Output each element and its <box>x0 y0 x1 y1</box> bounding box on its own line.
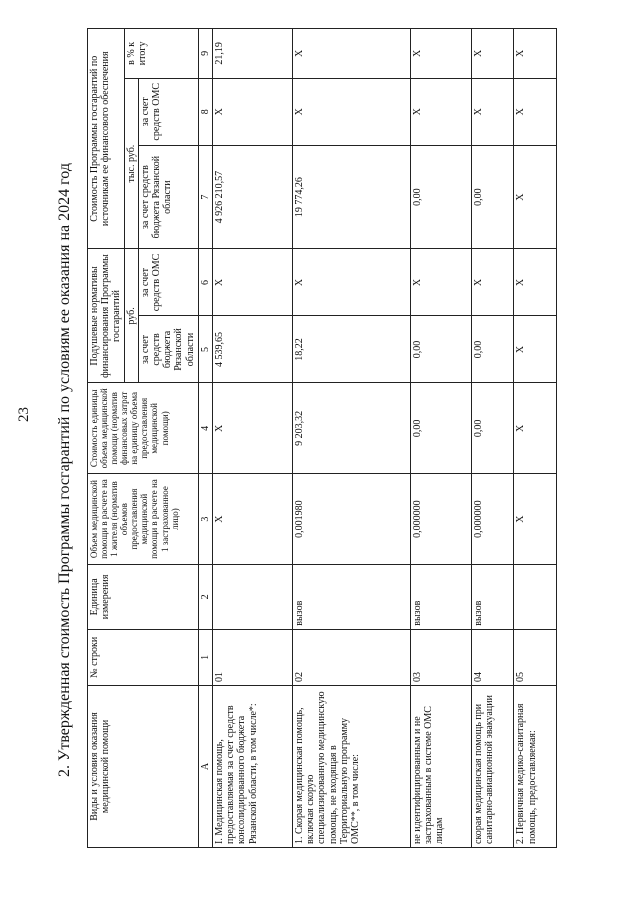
row-norm-budget: X <box>514 316 557 383</box>
row-unit-cost: 0,00 <box>471 383 514 474</box>
row-label: не идентифицированным и не застрахованным в системе ОМС лицам <box>410 685 471 847</box>
page-number: 23 <box>16 407 32 422</box>
table-row <box>514 29 557 848</box>
row-cost-oms: X <box>293 78 411 145</box>
table-row <box>293 29 411 848</box>
cost-table-wrapper <box>87 28 557 848</box>
index-cell: 3 <box>198 474 212 565</box>
row-volume: X <box>212 474 292 565</box>
row-unit-cost: X <box>212 383 292 474</box>
row-label: 2. Первичная медико-санитарная помощь, предоставляемая: <box>514 685 557 847</box>
row-line-number: 04 <box>471 629 514 685</box>
row-cost-oms: X <box>410 78 471 145</box>
row-unit: вызов <box>410 564 471 629</box>
row-norm-budget: 4 539,65 <box>212 316 292 383</box>
row-label: I. Медицинская помощь, предоставляемая за счет средств консолидированного бюджета Рязанской области, в том числе*: <box>212 685 292 847</box>
index-cell: 5 <box>198 316 212 383</box>
row-norm-budget: 0,00 <box>410 316 471 383</box>
index-cell: А <box>198 685 212 847</box>
row-unit-cost: 0,00 <box>410 383 471 474</box>
header-cost-group: Стоимость Программы госгарантий по источникам ее финансового обеспечения <box>88 29 125 249</box>
header-norm-oms: за счет средств ОМС <box>138 249 198 316</box>
header-types: Виды и условия оказания медицинской помощи <box>88 685 199 847</box>
index-cell: 8 <box>198 78 212 145</box>
row-percent: X <box>471 29 514 79</box>
row-unit <box>514 564 557 629</box>
row-label: 1. Скорая медицинская помощь, включая скорую специализированную медицинскую помощь, не входящая в Территориальную программу ОМС**, в том числе: <box>293 685 411 847</box>
header-normatives-group: Подушевые нормативы финансирования Программы госгарантий <box>88 249 125 383</box>
row-line-number: 03 <box>410 629 471 685</box>
row-norm-oms: X <box>410 249 471 316</box>
row-line-number: 05 <box>514 629 557 685</box>
row-norm-oms: X <box>293 249 411 316</box>
row-norm-oms: X <box>212 249 292 316</box>
header-unit-cost: Стоимость единицы объема медицинской помощи (норматив финансовых затрат на единицу объема предоставления медицинской помощи) <box>88 383 199 474</box>
index-cell: 7 <box>198 145 212 249</box>
row-cost-budget: X <box>514 145 557 249</box>
row-line-number: 01 <box>212 629 292 685</box>
row-cost-budget: 4 926 210,57 <box>212 145 292 249</box>
header-volume: Объем медицинской помощи в расчете на 1 жителя (норматив объемов предоставления медицинской помощи в расчете на 1 застрахованное лицо) <box>88 474 199 565</box>
cost-table <box>87 28 557 848</box>
header-norm-budget: за счет средств бюджета Рязанской области <box>138 316 198 383</box>
index-cell: 1 <box>198 629 212 685</box>
row-unit <box>212 564 292 629</box>
row-percent: X <box>410 29 471 79</box>
row-unit: вызов <box>293 564 411 629</box>
header-percent: в % к итогу <box>124 29 198 79</box>
row-volume: 0,001980 <box>293 474 411 565</box>
row-volume: 0,000000 <box>410 474 471 565</box>
row-line-number: 02 <box>293 629 411 685</box>
table-row <box>410 29 471 848</box>
table-row <box>212 29 292 848</box>
row-unit-cost: 9 203,32 <box>293 383 411 474</box>
row-percent: 21,19 <box>212 29 292 79</box>
row-label: скорая медицинская помощь при санитарно-авиационной эвакуации <box>471 685 514 847</box>
header-line-number: № строки <box>88 629 199 685</box>
row-cost-oms: X <box>471 78 514 145</box>
row-unit-cost: X <box>514 383 557 474</box>
row-norm-oms: X <box>471 249 514 316</box>
header-unit-thousand: тыс. руб. <box>124 78 138 249</box>
header-row-1 <box>88 29 125 848</box>
row-percent: X <box>514 29 557 79</box>
header-unit-rub: руб. <box>124 249 138 383</box>
table-row <box>471 29 514 848</box>
row-norm-budget: 18,22 <box>293 316 411 383</box>
row-cost-oms: X <box>514 78 557 145</box>
row-volume: X <box>514 474 557 565</box>
index-cell: 9 <box>198 29 212 79</box>
row-cost-budget: 0,00 <box>471 145 514 249</box>
heading-text: 2. Утвержденная стоимость Программы госгарантий по условиям ее оказания на 2024 год <box>56 163 73 777</box>
page-heading <box>56 110 73 830</box>
index-cell: 2 <box>198 564 212 629</box>
row-percent: X <box>293 29 411 79</box>
row-volume: 0,000000 <box>471 474 514 565</box>
header-cost-budget: за счет средств бюджета Рязанской области <box>138 145 198 249</box>
header-cost-oms: за счет средств ОМС <box>138 78 198 145</box>
row-norm-budget: 0,00 <box>471 316 514 383</box>
row-unit: вызов <box>471 564 514 629</box>
row-cost-budget: 19 774,26 <box>293 145 411 249</box>
row-norm-oms: X <box>514 249 557 316</box>
index-row <box>198 29 212 848</box>
row-cost-oms: X <box>212 78 292 145</box>
header-unit: Единица измерения <box>88 564 199 629</box>
row-cost-budget: 0,00 <box>410 145 471 249</box>
index-cell: 4 <box>198 383 212 474</box>
index-cell: 6 <box>198 249 212 316</box>
